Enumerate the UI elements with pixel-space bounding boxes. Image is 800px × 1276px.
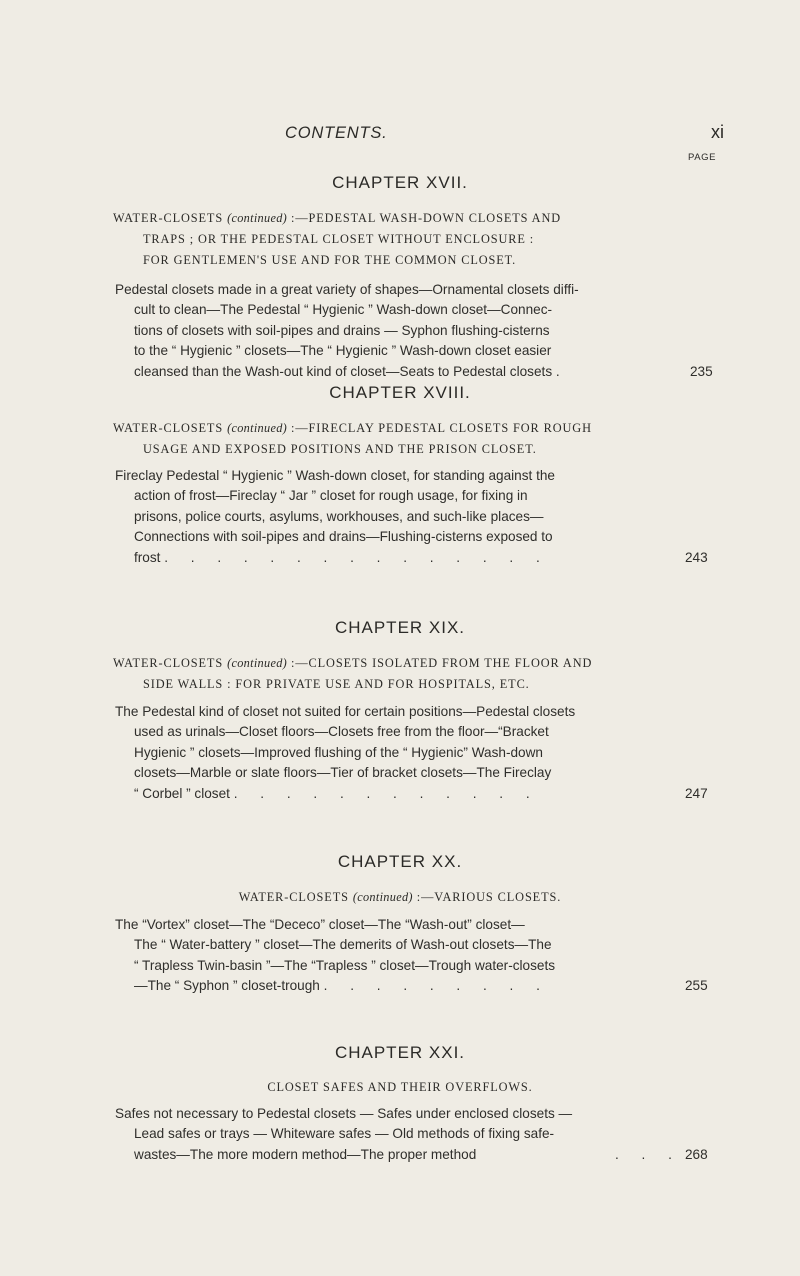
chapter-heading: CHAPTER XX. [337,852,463,871]
subtitle-line1: :—CLOSETS ISOLATED FROM THE FLOOR AND [287,656,593,670]
chapter-summary [115,466,715,568]
chapter-summary [115,1104,715,1165]
chapter-summary [115,280,715,382]
subtitle-continued: (continued) [227,656,288,670]
dot-leader: . . . . . . . . . . . . . . . [164,549,550,565]
subtitle-line1: :—FIRECLAY PEDESTAL CLOSETS FOR ROUGH [287,421,592,435]
summary-line: “ Trapless Twin-basin ”—The “Trapless ” closet—Trough water-closets [134,957,556,973]
summary-line: tions of closets with soil-pipes and drains — Syphon flushing-cisterns [134,322,550,338]
page-number: 268 [685,1146,708,1162]
running-head-title: CONTENTS. [285,124,388,142]
chapter-subtitle [113,208,723,271]
chapter-summary [115,915,715,997]
subtitle-prefix: WATER-CLOSETS [113,656,224,670]
chapter-summary [115,702,715,804]
chapter-heading: CHAPTER XVII. [332,173,468,192]
summary-line [115,362,715,382]
running-head [0,122,800,152]
subtitle-line1: CLOSET SAFES AND THEIR OVERFLOWS. [267,1080,533,1094]
chapter-subtitle [0,1077,800,1098]
chapter-subtitle [113,653,723,695]
chapter-heading: CHAPTER XXI. [334,1043,466,1062]
summary-line [115,1145,715,1165]
summary-line [115,976,715,996]
summary-line: The Pedestal kind of closet not suited for certain positions—Pedestal closets [115,704,576,719]
dot-leader: . . . . . . . . . [323,978,550,994]
summary-line: Hygienic ” closets—Improved flushing of the “ Hygienic” Wash-down [134,744,543,760]
page-folio: xi [711,122,724,142]
chapter-heading: CHAPTER XIX. [334,618,466,637]
page-column-label: PAGE [688,152,717,163]
summary-line: used as urinals—Closet floors—Closets free from the floor—“Bracket [134,724,549,740]
summary-line: The “ Water-battery ” closet—The demerits of Wash-out closets—The [134,937,552,953]
summary-line: to the “ Hygienic ” closets—The “ Hygienic ” Wash-down closet easier [134,343,552,359]
subtitle-prefix: WATER-CLOSETS [113,421,224,435]
summary-line-text: frost [134,549,161,565]
summary-line: Lead safes or trays — Whiteware safes — Old methods of fixing safe- [134,1126,555,1142]
subtitle-line1: :—VARIOUS CLOSETS. [412,890,562,904]
subtitle-continued: (continued) [352,890,413,904]
page-number: 247 [685,785,708,801]
subtitle-continued: (continued) [227,421,288,435]
summary-line-text: “ Corbel ” closet [134,785,230,801]
summary-line-text: —The “ Syphon ” closet-trough [134,978,320,994]
subtitle-line1: :—PEDESTAL WASH-DOWN CLOSETS AND [287,211,562,225]
summary-line [115,784,715,804]
subtitle-line2: TRAPS ; OR THE PEDESTAL CLOSET WITHOUT ENCLOSURE : [143,232,535,246]
summary-line: closets—Marble or slate floors—Tier of bracket closets—The Fireclay [134,765,552,781]
summary-line: cult to clean—The Pedestal “ Hygienic ” Wash-down closet—Connec- [134,302,553,318]
chapter-subtitle [0,887,800,908]
summary-line: Fireclay Pedestal “ Hygienic ” Wash-down closet, for standing against the [115,468,555,483]
subtitle-continued: (continued) [227,211,288,225]
summary-line: prisons, police courts, asylums, workhouses, and such-like places— [134,508,544,524]
subtitle-line2: SIDE WALLS : FOR PRIVATE USE AND FOR HOSPITALS, ETC. [143,677,530,691]
dot-leader: . . . . . . . . . . . . [233,785,540,801]
summary-line: Safes not necessary to Pedestal closets — Safes under enclosed closets — [115,1106,573,1121]
summary-line: Pedestal closets made in a great variety of shapes—Ornamental closets diffi- [115,282,579,297]
subtitle-line3: FOR GENTLEMEN'S USE AND FOR THE COMMON CLOSET. [143,253,517,267]
page-number: 255 [685,978,708,994]
summary-line-text: wastes—The more modern method—The proper method [134,1146,477,1162]
subtitle-prefix: WATER-CLOSETS [238,890,349,904]
chapter-heading: CHAPTER XVIII. [329,383,471,402]
subtitle-prefix: WATER-CLOSETS [113,211,224,225]
chapter-subtitle [113,418,723,460]
page-number: 235 [690,363,713,379]
summary-line: The “Vortex” closet—The “Dececo” closet—The “Wash-out” closet— [115,917,525,932]
summary-line-text: cleansed than the Wash-out kind of closet—Seats to Pedestal closets . [134,363,560,379]
dot-leader: . . . [615,1146,682,1162]
subtitle-line2: USAGE AND EXPOSED POSITIONS AND THE PRISON CLOSET. [143,442,537,456]
page-number: 243 [685,549,708,565]
summary-line: action of frost—Fireclay “ Jar ” closet for rough usage, for fixing in [134,488,528,504]
summary-line: Connections with soil-pipes and drains—Flushing-cisterns exposed to [134,529,553,545]
summary-line [115,548,715,568]
